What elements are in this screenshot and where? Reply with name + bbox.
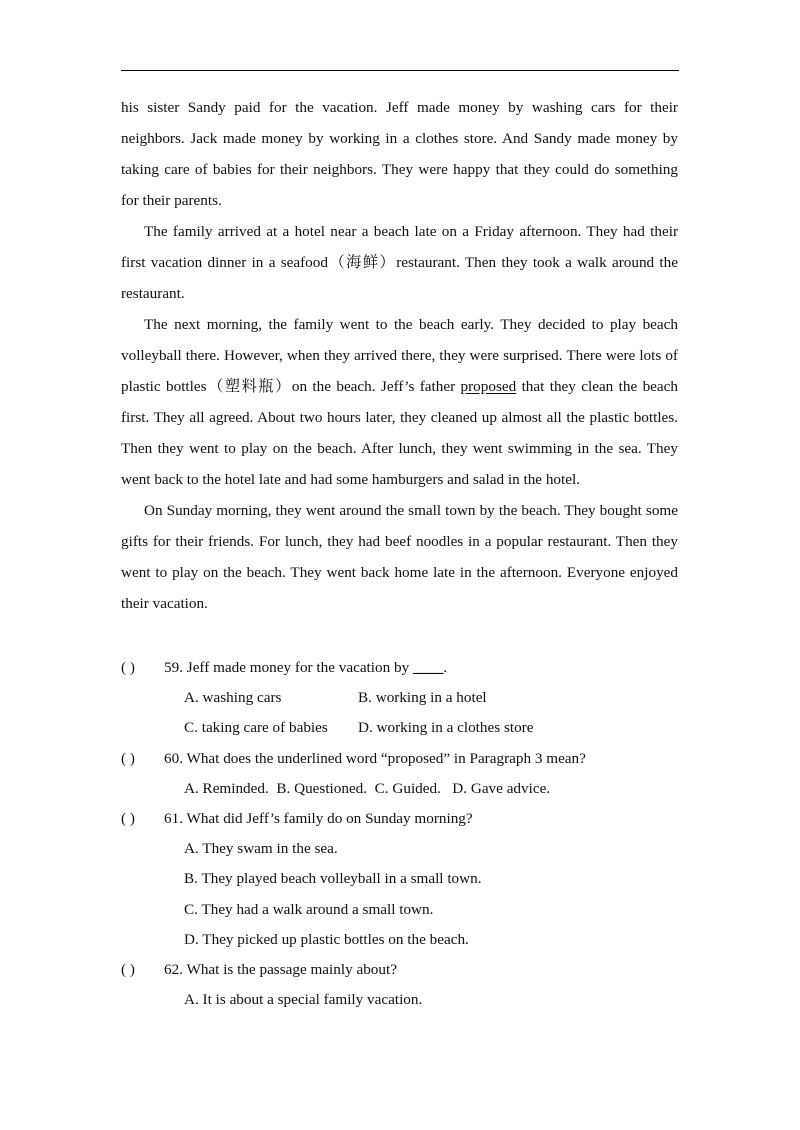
question-62 bbox=[121, 955, 678, 985]
question-61-stem: 61. What did Jeff’s family do on Sunday morning? bbox=[164, 810, 473, 828]
answer-bracket[interactable]: ( ) bbox=[121, 659, 135, 676]
question-stem bbox=[164, 653, 447, 683]
option-d: D. working in a clothes store bbox=[358, 719, 534, 737]
paragraph-1: his sister Sandy paid for the vacation. Jeff made money by washing cars for their neighbors. Jack made money by working in a clothes store. And Sandy made money by taking care of babies for their neighbors. They were happy that they could do something for their parents. bbox=[121, 99, 678, 209]
option-b: B. They played beach volleyball in a small town. bbox=[184, 870, 482, 888]
question-60-stem: 60. What does the underlined word “proposed” in Paragraph 3 mean? bbox=[164, 749, 586, 767]
option-d: D. They picked up plastic bottles on the beach. bbox=[184, 930, 469, 948]
paragraph-3-end: that they clean the beach first. They all agreed. About two hours later, they cleaned up almost all the plastic bottles. Then they went to play on the beach. After lunch, they went swimming in the sea. They went back to the hotel late and had some hamburgers and salad in the hotel. bbox=[121, 378, 678, 488]
question-60-options: A. Reminded. B. Questioned. C. Guided. D. Gave advice. bbox=[184, 779, 551, 797]
paragraph-2: The family arrived at a hotel near a beach late on a Friday afternoon. They had their first vacation dinner in a seafood（海鲜）restaurant. Then they took a walk around the restaurant. bbox=[121, 223, 678, 302]
question-60 bbox=[121, 744, 678, 774]
question-list bbox=[121, 653, 678, 1015]
question-59-stem: 59. Jeff made money for the vacation by bbox=[164, 659, 413, 676]
question-59 bbox=[121, 653, 678, 683]
option-a: A. They swam in the sea. bbox=[184, 840, 338, 858]
paragraph-4: On Sunday morning, they went around the small town by the beach. They bought some gifts for their friends. For lunch, they had beef noodles in a popular restaurant. Then they went to play on the beach. They went back home late in the afternoon. Everyone enjoyed their vacation. bbox=[121, 502, 678, 612]
option-a: A. washing cars bbox=[184, 689, 282, 707]
paragraph-3 bbox=[121, 309, 678, 495]
answer-bracket[interactable]: ( ) bbox=[121, 749, 135, 767]
options-row bbox=[121, 774, 678, 804]
option-a: A. It is about a special family vacation. bbox=[184, 991, 423, 1009]
options-row bbox=[121, 683, 678, 713]
option-c: C. taking care of babies bbox=[184, 719, 328, 737]
answer-blank: ____ bbox=[412, 659, 444, 676]
option-c: C. They had a walk around a small town. bbox=[184, 900, 434, 918]
header-rule bbox=[121, 70, 679, 71]
options-row bbox=[121, 713, 678, 743]
question-59-period: . bbox=[443, 659, 448, 676]
question-61 bbox=[121, 804, 678, 834]
reading-passage bbox=[121, 92, 678, 619]
paragraph-3-start: The next morning, the family went to the beach early. They decided to play beach volleyball there. However, when they arrived there, they were surprised. There were lots of plastic bottles（塑料瓶）on the beach. Jeff’s father bbox=[121, 316, 678, 395]
answer-bracket[interactable]: ( ) bbox=[121, 810, 135, 828]
answer-bracket[interactable]: ( ) bbox=[121, 961, 135, 979]
option-b: B. working in a hotel bbox=[358, 689, 487, 707]
underlined-word: proposed bbox=[460, 378, 517, 395]
question-62-stem: 62. What is the passage mainly about? bbox=[164, 961, 397, 979]
